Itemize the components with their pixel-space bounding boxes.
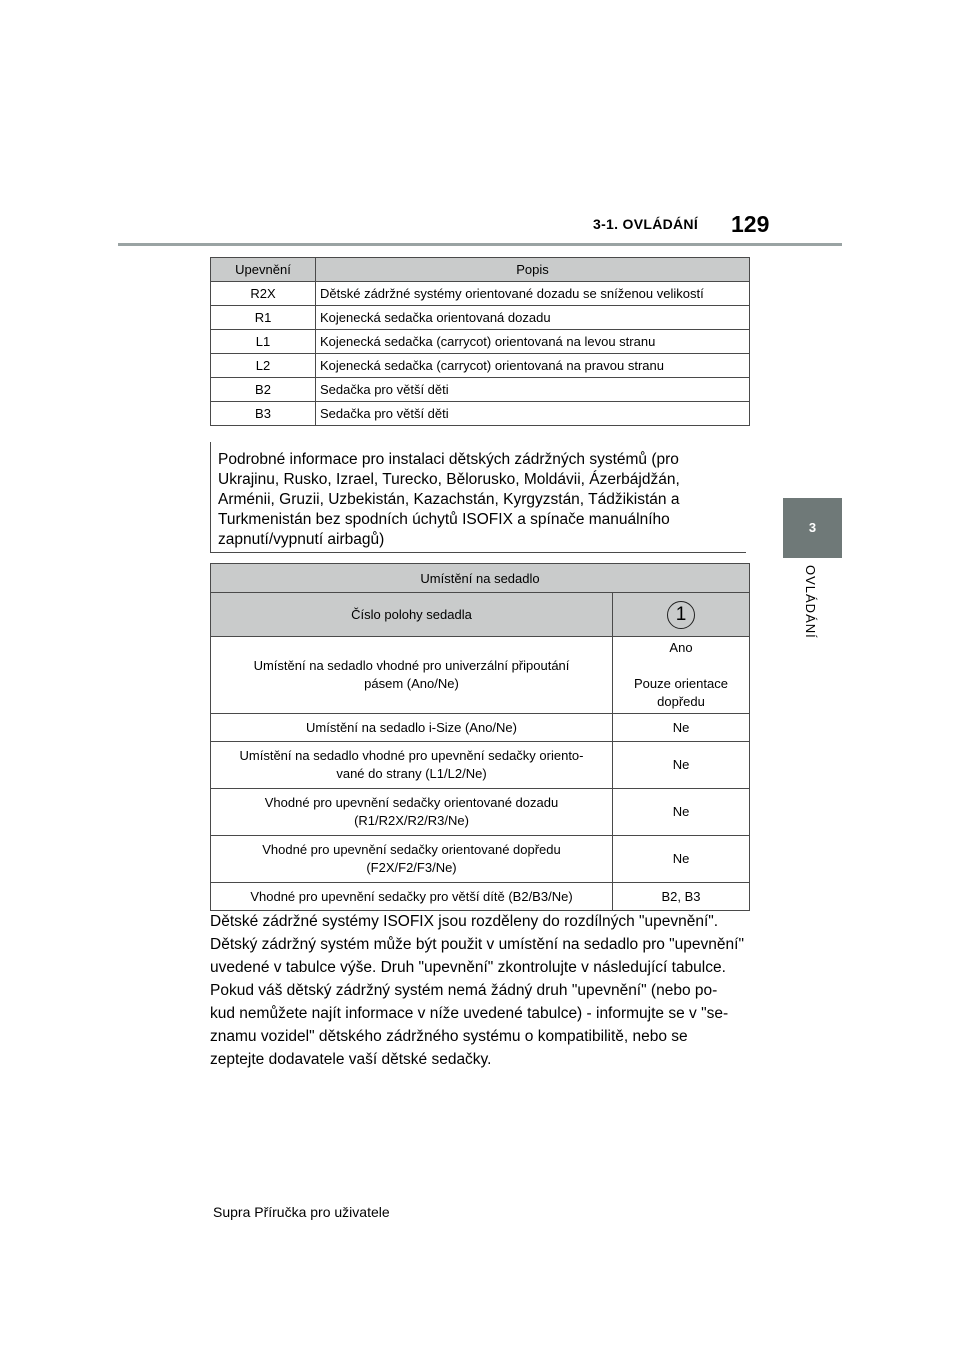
body-line: uvedené v tabulce výše. Druh "upevnění" zkontrolujte v následující tabulce. <box>210 959 726 976</box>
info-note: Podrobné informace pro instalaci dětských zádržných systémů (pro Ukrajinu, Rusko, Izrael, Turecko, Bělorusko, Moldávii, Ázerbájdžán, Arménii, Gruzii, Uzbekistán, Kazachstán, Kyrgyzstán, Tádžikistán a Turkmenistán bez spodních úchytů ISOFIX a spínače manuálního zapnutí/vypnutí airbagů) <box>210 442 746 553</box>
table-cell: Dětské zádržné systémy orientované dozadu se sníženou velikostí <box>316 282 750 306</box>
table-cell <box>211 742 613 789</box>
body-line: kud nemůžete najít informace v níže uvedené tabulce) - informujte se v "se- <box>210 1005 729 1022</box>
section-title: 3-1. OVLÁDÁNÍ <box>593 216 699 232</box>
body-line: zeptejte dodavatele vaší dětské sedačky. <box>210 1051 492 1068</box>
body-line: Dětské zádržné systémy ISOFIX jsou rozděleny do rozdílných "upevnění". <box>210 913 719 930</box>
page-number: 129 <box>731 211 770 237</box>
table-row <box>211 330 750 354</box>
table-cell: Umístění na sedadlo i-Size (Ano/Ne) <box>211 714 613 742</box>
body-line: Pokud váš dětský zádržný systém nemá žádný druh "upevnění" (nebo po- <box>210 982 718 999</box>
cell-line: Ano <box>669 640 693 655</box>
cell-line: Umístění na sedadlo vhodné pro upevnění sedačky oriento- <box>239 748 584 763</box>
column-header: Upevnění <box>211 258 316 282</box>
body-line: Dětský zádržný systém může být použit v umístění na sedadlo pro "upevnění" <box>210 936 744 953</box>
table-row <box>211 637 750 714</box>
table-cell: R1 <box>211 306 316 330</box>
table-cell <box>211 637 613 714</box>
table-row <box>211 306 750 330</box>
table-header-row <box>211 258 750 282</box>
table-row <box>211 883 750 911</box>
table-cell <box>211 789 613 836</box>
table-row <box>211 714 750 742</box>
cell-line: (F2X/F2/F3/Ne) <box>366 860 457 875</box>
table-cell: Kojenecká sedačka (carrycot) orientovaná na levou stranu <box>316 330 750 354</box>
seat-number: 1 <box>667 601 695 629</box>
cell-line: dopředu <box>657 694 705 709</box>
table-row <box>211 282 750 306</box>
attachment-table <box>210 257 750 426</box>
cell-line: Vhodné pro upevnění sedačky orientované dozadu <box>264 795 559 810</box>
cell-line: pásem (Ano/Ne) <box>364 676 459 691</box>
table-row <box>211 789 750 836</box>
table-row <box>211 378 750 402</box>
seat-label: Číslo polohy sedadla <box>211 593 613 637</box>
table-cell: B3 <box>211 402 316 426</box>
table-cell: B2, B3 <box>613 883 750 911</box>
cell-line: Pouze orientace <box>634 676 728 691</box>
body-line: znamu vozidel" dětského zádržného systému o kompatibilitě, nebo se <box>210 1028 688 1045</box>
seat-position-table <box>210 563 750 911</box>
table-cell <box>613 637 750 714</box>
table-cell: Ne <box>613 742 750 789</box>
body-paragraph <box>210 910 760 1071</box>
table-cell: Ne <box>613 836 750 883</box>
table-row <box>211 402 750 426</box>
seat-number-cell <box>613 593 750 637</box>
cell-line: Umístění na sedadlo vhodné pro univerzální připoutání <box>253 658 570 673</box>
table-cell: Kojenecká sedačka (carrycot) orientovaná na pravou stranu <box>316 354 750 378</box>
chapter-number: 3 <box>808 520 817 535</box>
header-rule <box>118 243 842 246</box>
cell-line: Vhodné pro upevnění sedačky orientované dopředu <box>262 842 561 857</box>
footer-text: Supra Příručka pro uživatele <box>213 1204 390 1220</box>
table-cell <box>211 836 613 883</box>
table-row <box>211 354 750 378</box>
table-cell: R2X <box>211 282 316 306</box>
table-title: Umístění na sedadlo <box>211 564 750 593</box>
chapter-tab <box>783 498 842 558</box>
table-header-row <box>211 564 750 593</box>
table-cell: Kojenecká sedačka orientovaná dozadu <box>316 306 750 330</box>
column-header: Popis <box>316 258 750 282</box>
table-cell: B2 <box>211 378 316 402</box>
table-cell: Vhodné pro upevnění sedačky pro větší dítě (B2/B3/Ne) <box>211 883 613 911</box>
table-row <box>211 836 750 883</box>
table-cell: L2 <box>211 354 316 378</box>
table-cell: Sedačka pro větší děti <box>316 378 750 402</box>
table-cell: Ne <box>613 789 750 836</box>
table-cell: Sedačka pro větší děti <box>316 402 750 426</box>
table-header-row <box>211 593 750 637</box>
cell-line: vané do strany (L1/L2/Ne) <box>336 766 487 781</box>
table-cell: L1 <box>211 330 316 354</box>
chapter-label: OVLÁDÁNÍ <box>803 565 818 639</box>
cell-line: (R1/R2X/R2/R3/Ne) <box>354 813 469 828</box>
table-row <box>211 742 750 789</box>
table-cell: Ne <box>613 714 750 742</box>
